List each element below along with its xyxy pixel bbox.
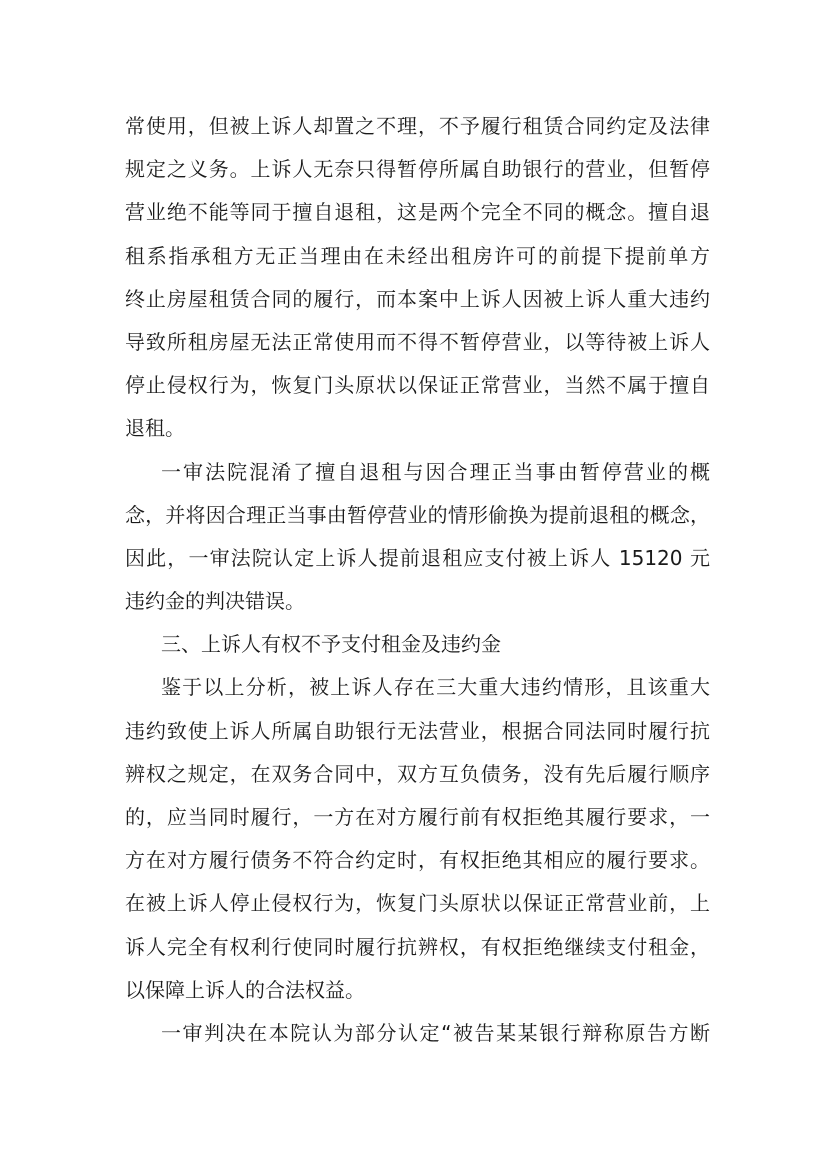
text-line: 在被上诉人停止侵权行为，恢复门头原状以保证正常营业前，上 — [125, 891, 710, 916]
text-line: 三、上诉人有权不予支付租金及违约金 — [161, 632, 501, 657]
text-line: 方在对方履行债务不符合约定时，有权拒绝其相应的履行要求。 — [125, 848, 710, 873]
text-line: 一审判决在本院认为部分认定“被告某某银行辩称原告方断 — [161, 1020, 710, 1045]
text-line: 停止侵权行为，恢复门头原状以保证正常营业，当然不属于擅自 — [125, 373, 710, 398]
text-line: 念，并将因合理正当事由暂停营业的情形偷换为提前退租的概念， — [125, 502, 710, 527]
text-line: 因此，一审法院认定上诉人提前退租应支付被上诉人 15120 元 — [125, 545, 710, 570]
text-line: 一审法院混淆了擅自退租与因合理正当事由暂停营业的概 — [161, 459, 710, 484]
text-line: 鉴于以上分析，被上诉人存在三大重大违约情形，且该重大 — [161, 675, 710, 700]
text-line: 规定之义务。上诉人无奈只得暂停所属自助银行的营业，但暂停 — [125, 157, 710, 182]
document-body — [125, 105, 710, 1055]
text-line: 导致所租房屋无法正常使用而不得不暂停营业，以等待被上诉人 — [125, 329, 710, 354]
text-line: 违约金的判决错误。 — [125, 589, 305, 614]
text-line: 辨权之规定，在双务合同中，双方互负债务，没有先后履行顺序 — [125, 761, 710, 786]
text-line: 以保障上诉人的合法权益。 — [125, 977, 365, 1002]
text-line: 诉人完全有权利行使同时履行抗辨权，有权拒绝继续支付租金， — [125, 934, 710, 959]
text-line: 违约致使上诉人所属自助银行无法营业，根据合同法同时履行抗 — [125, 718, 710, 743]
text-line: 租系指承租方无正当理由在未经出租房许可的前提下提前单方 — [125, 243, 710, 268]
text-line: 营业绝不能等同于擅自退租，这是两个完全不同的概念。擅自退 — [125, 200, 710, 225]
text-line: 退租。 — [125, 416, 185, 441]
text-line: 终止房屋租赁合同的履行，而本案中上诉人因被上诉人重大违约 — [125, 286, 710, 311]
text-line: 常使用，但被上诉人却置之不理，不予履行租赁合同约定及法律 — [125, 114, 710, 138]
text-line: 的，应当同时履行，一方在对方履行前有权拒绝其履行要求，一 — [125, 805, 710, 829]
